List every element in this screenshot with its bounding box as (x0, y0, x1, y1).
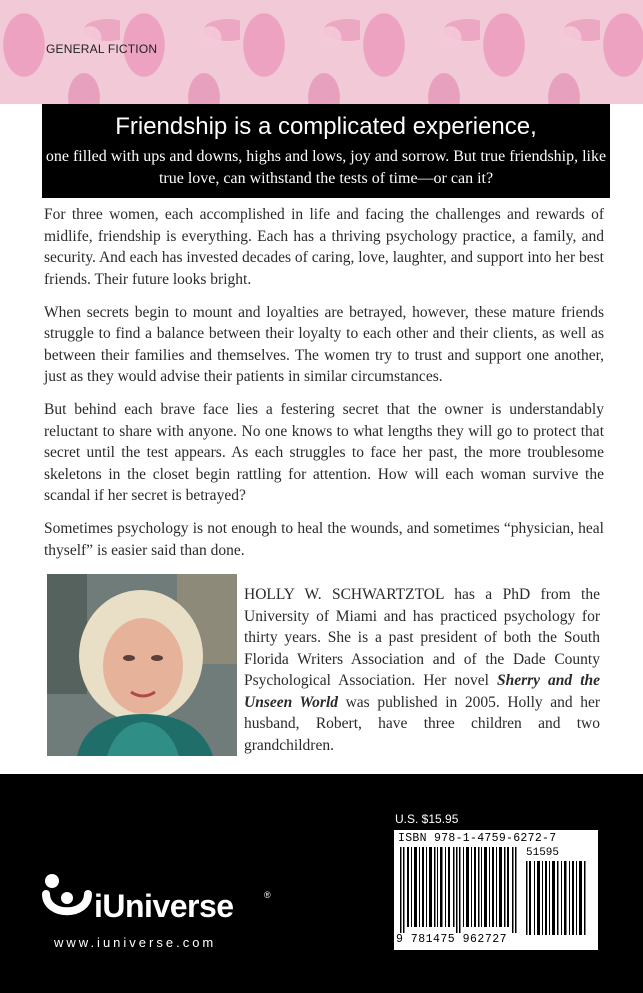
publisher-name: iUniverse (94, 888, 234, 924)
publisher-logo (42, 872, 282, 932)
isbn-barcode (394, 830, 598, 950)
book-title: Sherry and the Unseen World (244, 672, 600, 711)
ean-number: 9 781475 962727 (396, 933, 508, 946)
price-label: U.S. $15.95 (395, 812, 459, 826)
headline-box (42, 104, 610, 198)
publisher-url[interactable]: www.iuniverse.com (54, 935, 217, 950)
bio-text-end: was published in 2005. Holly and her husband, Robert, have three children and two grandchildren. (244, 693, 600, 754)
headline-sub: one filled with ups and downs, highs and lows, joy and sorrow. But true friendship, like true love, can withstand the tests of time—or can it? (45, 148, 607, 187)
blurb-paragraph: For three women, each accomplished in life and facing the challenges and rewards of midlife, friendship is everything. Each has a thriving psychology practice, a family, and security. And each has invested decades of caring, love, laughter, and support into her best friends. Their future looks bright. (44, 206, 604, 288)
barcode-bars (400, 847, 518, 933)
genre-label: GENERAL FICTION (46, 42, 158, 56)
blurb-paragraph: But behind each brave face lies a festering secret that the owner is understandably reluctant to share with anyone. No one knows to what lengths they will go to protect that secret until the test appears. As each struggles to face her past, the more troublesome skeletons in the closet begin rattling for attention. How will each woman survive the scandal if her secret is betrayed? (44, 401, 604, 504)
isbn-number: ISBN 978-1-4759-6272-7 (398, 832, 557, 845)
price-code: 51595 (526, 847, 560, 859)
blurb (44, 204, 604, 573)
author-photo (47, 574, 237, 756)
price-barcode-bars (526, 861, 588, 935)
headline-lead: Friendship is a complicated experience, (115, 113, 537, 140)
registered-mark: ® (264, 890, 271, 900)
iuniverse-logo-icon (42, 872, 92, 924)
bio-text: HOLLY W. SCHWARTZTOL has a PhD from the University of Miami and has practiced psychology for thirty years. She is a past president of both the South Florida Writers Association and of the Dade County Psychological Association. Her novel (244, 586, 600, 689)
blurb-paragraph: Sometimes psychology is not enough to heal the wounds, and sometimes “physician, heal thyself” is easier said than done. (44, 520, 604, 559)
blurb-paragraph: When secrets begin to mount and loyalties are betrayed, however, these mature friends struggle to find a balance between their loyalty to each other and their clients, as well as between their families and themselves. The women try to trust and support one another, just as they would advise their patients in similar circumstances. (44, 303, 604, 385)
author-bio (244, 584, 600, 756)
